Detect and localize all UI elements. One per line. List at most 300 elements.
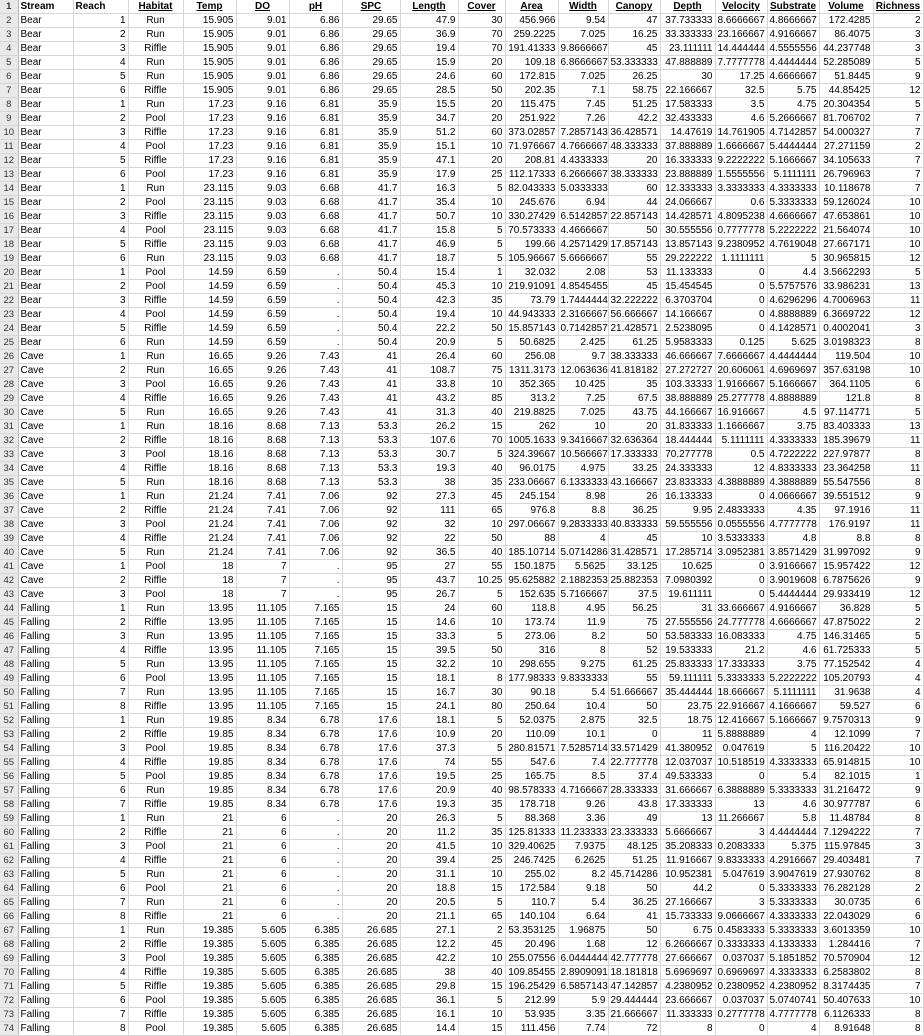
cell-width[interactable]: 6.94 [558, 196, 608, 210]
cell-temp[interactable]: 23.115 [183, 210, 236, 224]
cell-ph[interactable]: 7.06 [289, 532, 342, 546]
cell-stream[interactable]: Bear [18, 70, 73, 84]
cell-velocity[interactable]: 1.5555556 [715, 168, 767, 182]
cell-temp[interactable]: 17.23 [183, 98, 236, 112]
cell-depth[interactable]: 25.833333 [660, 658, 715, 672]
cell-richness[interactable]: 12 [873, 952, 923, 966]
cell-canopy[interactable]: 60 [608, 182, 660, 196]
cell-volume[interactable]: 9.7570313 [819, 714, 873, 728]
cell-reach[interactable]: 4 [73, 966, 128, 980]
row-number[interactable]: 69 [0, 952, 18, 966]
cell-canopy[interactable]: 22.777778 [608, 756, 660, 770]
cell-stream[interactable]: Cave [18, 532, 73, 546]
cell-ph[interactable]: 6.86 [289, 14, 342, 28]
cell-reach[interactable]: 2 [73, 938, 128, 952]
cell-richness[interactable]: 5 [873, 644, 923, 658]
cell-habitat[interactable]: Run [128, 784, 183, 798]
cell-velocity[interactable]: 3 [715, 896, 767, 910]
cell-canopy[interactable]: 0 [608, 728, 660, 742]
cell-richness[interactable]: 11 [873, 294, 923, 308]
cell-richness[interactable]: 12 [873, 560, 923, 574]
cell-richness[interactable]: 8 [873, 812, 923, 826]
cell-area[interactable]: 233.06667 [505, 476, 558, 490]
header-cell-richness[interactable]: Richness [873, 0, 923, 14]
cell-richness[interactable]: 5 [873, 98, 923, 112]
row-number[interactable]: 36 [0, 490, 18, 504]
cell-volume[interactable]: 27.271159 [819, 140, 873, 154]
cell-spc[interactable]: 17.6 [342, 742, 400, 756]
cell-substrate[interactable]: 4.8333333 [767, 462, 819, 476]
cell-do[interactable]: 9.16 [236, 154, 289, 168]
cell-velocity[interactable]: 5.3333333 [715, 672, 767, 686]
cell-volume[interactable]: 146.31465 [819, 630, 873, 644]
cell-richness[interactable]: 10 [873, 224, 923, 238]
cell-habitat[interactable]: Pool [128, 112, 183, 126]
cell-ph[interactable]: 7.13 [289, 476, 342, 490]
cell-depth[interactable]: 17.333333 [660, 798, 715, 812]
cell-width[interactable]: 3.36 [558, 812, 608, 826]
cell-width[interactable]: 7.025 [558, 406, 608, 420]
cell-length[interactable]: 29.8 [400, 980, 458, 994]
cell-velocity[interactable]: 0 [715, 280, 767, 294]
cell-width[interactable]: 6.1333333 [558, 476, 608, 490]
cell-volume[interactable]: 8.8 [819, 532, 873, 546]
cell-habitat[interactable]: Pool [128, 882, 183, 896]
cell-substrate[interactable]: 5.2222222 [767, 672, 819, 686]
row-number[interactable]: 50 [0, 686, 18, 700]
row-number[interactable]: 71 [0, 980, 18, 994]
cell-volume[interactable]: 59.527 [819, 700, 873, 714]
cell-stream[interactable]: Falling [18, 714, 73, 728]
cell-length[interactable]: 47.1 [400, 154, 458, 168]
cell-volume[interactable]: 4.7006963 [819, 294, 873, 308]
cell-temp[interactable]: 21.24 [183, 490, 236, 504]
row-number[interactable]: 45 [0, 616, 18, 630]
cell-habitat[interactable]: Run [128, 658, 183, 672]
cell-volume[interactable]: 39.551512 [819, 490, 873, 504]
cell-area[interactable]: 329.40625 [505, 840, 558, 854]
cell-richness[interactable]: 6 [873, 910, 923, 924]
cell-depth[interactable]: 6.3703704 [660, 294, 715, 308]
cell-stream[interactable]: Bear [18, 280, 73, 294]
cell-do[interactable]: 9.16 [236, 98, 289, 112]
cell-substrate[interactable]: 4.3333333 [767, 756, 819, 770]
cell-spc[interactable]: 35.9 [342, 98, 400, 112]
cell-canopy[interactable]: 51.25 [608, 854, 660, 868]
cell-habitat[interactable]: Riffle [128, 84, 183, 98]
cell-canopy[interactable]: 51.25 [608, 98, 660, 112]
cell-substrate[interactable]: 3.9166667 [767, 560, 819, 574]
cell-richness[interactable]: 8 [873, 868, 923, 882]
cell-substrate[interactable]: 4.3333333 [767, 966, 819, 980]
cell-reach[interactable]: 1 [73, 560, 128, 574]
cell-do[interactable]: 9.26 [236, 392, 289, 406]
cell-temp[interactable]: 19.85 [183, 798, 236, 812]
cell-spc[interactable]: 15 [342, 616, 400, 630]
cell-area[interactable]: 110.09 [505, 728, 558, 742]
cell-spc[interactable]: 35.9 [342, 112, 400, 126]
cell-width[interactable]: 10.4 [558, 700, 608, 714]
cell-temp[interactable]: 13.95 [183, 616, 236, 630]
cell-reach[interactable]: 8 [73, 700, 128, 714]
cell-velocity[interactable]: 20.606061 [715, 364, 767, 378]
header-cell-volume[interactable]: Volume [819, 0, 873, 14]
cell-reach[interactable]: 1 [73, 490, 128, 504]
cell-depth[interactable]: 27.666667 [660, 952, 715, 966]
cell-length[interactable]: 17.9 [400, 168, 458, 182]
cell-cover[interactable]: 10 [458, 840, 505, 854]
cell-depth[interactable]: 70.277778 [660, 448, 715, 462]
cell-habitat[interactable]: Pool [128, 168, 183, 182]
cell-length[interactable]: 12.2 [400, 938, 458, 952]
cell-habitat[interactable]: Riffle [128, 756, 183, 770]
cell-temp[interactable]: 18.16 [183, 420, 236, 434]
cell-temp[interactable]: 19.385 [183, 1008, 236, 1022]
cell-spc[interactable]: 50.4 [342, 336, 400, 350]
cell-habitat[interactable]: Pool [128, 770, 183, 784]
cell-stream[interactable]: Falling [18, 840, 73, 854]
cell-cover[interactable]: 60 [458, 602, 505, 616]
cell-stream[interactable]: Falling [18, 812, 73, 826]
cell-do[interactable]: 8.34 [236, 714, 289, 728]
cell-substrate[interactable]: 4.8 [767, 532, 819, 546]
cell-area[interactable]: 245.154 [505, 490, 558, 504]
cell-temp[interactable]: 19.385 [183, 994, 236, 1008]
cell-spc[interactable]: 20 [342, 868, 400, 882]
cell-volume[interactable]: 29.403481 [819, 854, 873, 868]
cell-substrate[interactable]: 4 [767, 728, 819, 742]
cell-stream[interactable]: Falling [18, 826, 73, 840]
cell-spc[interactable]: 35.9 [342, 168, 400, 182]
cell-length[interactable]: 31.3 [400, 406, 458, 420]
cell-canopy[interactable]: 40.833333 [608, 518, 660, 532]
cell-reach[interactable]: 1 [73, 420, 128, 434]
cell-canopy[interactable]: 32.5 [608, 714, 660, 728]
cell-temp[interactable]: 19.85 [183, 714, 236, 728]
cell-richness[interactable]: 2 [873, 14, 923, 28]
cell-habitat[interactable]: Pool [128, 448, 183, 462]
cell-richness[interactable]: 3 [873, 840, 923, 854]
cell-habitat[interactable]: Riffle [128, 728, 183, 742]
row-number[interactable]: 8 [0, 98, 18, 112]
cell-volume[interactable]: 176.9197 [819, 518, 873, 532]
cell-width[interactable]: 6.8666667 [558, 56, 608, 70]
cell-depth[interactable]: 23.888889 [660, 168, 715, 182]
cell-habitat[interactable]: Run [128, 70, 183, 84]
cell-reach[interactable]: 6 [73, 672, 128, 686]
cell-length[interactable]: 18.1 [400, 714, 458, 728]
cell-richness[interactable]: 8 [873, 448, 923, 462]
cell-richness[interactable]: 8 [873, 532, 923, 546]
cell-canopy[interactable]: 61.25 [608, 336, 660, 350]
cell-width[interactable]: 4.7166667 [558, 784, 608, 798]
row-number[interactable]: 47 [0, 644, 18, 658]
cell-canopy[interactable]: 75 [608, 616, 660, 630]
cell-width[interactable]: 9.3416667 [558, 434, 608, 448]
cell-cover[interactable]: 20 [458, 112, 505, 126]
cell-length[interactable]: 27.1 [400, 924, 458, 938]
cell-volume[interactable]: 10.118678 [819, 182, 873, 196]
cell-reach[interactable]: 5 [73, 154, 128, 168]
cell-ph[interactable]: . [289, 910, 342, 924]
cell-richness[interactable]: 10 [873, 994, 923, 1008]
cell-ph[interactable]: 6.68 [289, 210, 342, 224]
cell-do[interactable]: 9.03 [236, 224, 289, 238]
cell-ph[interactable]: 6.385 [289, 1008, 342, 1022]
cell-spc[interactable]: 95 [342, 588, 400, 602]
cell-ph[interactable]: 7.165 [289, 672, 342, 686]
cell-temp[interactable]: 13.95 [183, 672, 236, 686]
cell-length[interactable]: 27.3 [400, 490, 458, 504]
cell-length[interactable]: 14.4 [400, 1022, 458, 1036]
cell-spc[interactable]: 41.7 [342, 210, 400, 224]
cell-do[interactable]: 9.03 [236, 252, 289, 266]
cell-substrate[interactable]: 4.1333333 [767, 938, 819, 952]
cell-spc[interactable]: 41 [342, 406, 400, 420]
cell-habitat[interactable]: Riffle [128, 504, 183, 518]
cell-stream[interactable]: Bear [18, 308, 73, 322]
cell-depth[interactable]: 6.75 [660, 924, 715, 938]
cell-width[interactable]: 8.2 [558, 630, 608, 644]
cell-canopy[interactable]: 55 [608, 252, 660, 266]
cell-spc[interactable]: 26.685 [342, 994, 400, 1008]
cell-depth[interactable]: 19.533333 [660, 644, 715, 658]
cell-richness[interactable]: 6 [873, 700, 923, 714]
cell-area[interactable]: 110.7 [505, 896, 558, 910]
cell-spc[interactable]: 53.3 [342, 434, 400, 448]
cell-habitat[interactable]: Pool [128, 588, 183, 602]
cell-ph[interactable]: 6.81 [289, 168, 342, 182]
cell-temp[interactable]: 21 [183, 910, 236, 924]
cell-volume[interactable]: 185.39679 [819, 434, 873, 448]
cell-volume[interactable]: 0.4002041 [819, 322, 873, 336]
cell-depth[interactable]: 29.222222 [660, 252, 715, 266]
cell-spc[interactable]: 53.3 [342, 462, 400, 476]
cell-do[interactable]: 9.03 [236, 210, 289, 224]
row-number[interactable]: 11 [0, 140, 18, 154]
cell-substrate[interactable]: 5.1666667 [767, 714, 819, 728]
row-number[interactable]: 18 [0, 238, 18, 252]
cell-richness[interactable]: 6 [873, 378, 923, 392]
cell-reach[interactable]: 5 [73, 658, 128, 672]
cell-richness[interactable]: 9 [873, 574, 923, 588]
cell-length[interactable]: 20.5 [400, 896, 458, 910]
cell-reach[interactable]: 5 [73, 322, 128, 336]
cell-area[interactable]: 1311.3173 [505, 364, 558, 378]
cell-canopy[interactable]: 25.882353 [608, 574, 660, 588]
cell-spc[interactable]: 50.4 [342, 308, 400, 322]
cell-depth[interactable]: 59.111111 [660, 672, 715, 686]
cell-volume[interactable]: 121.8 [819, 392, 873, 406]
cell-depth[interactable]: 32.433333 [660, 112, 715, 126]
cell-reach[interactable]: 5 [73, 406, 128, 420]
cell-length[interactable]: 16.1 [400, 1008, 458, 1022]
header-cell-velocity[interactable]: Velocity [715, 0, 767, 14]
cell-substrate[interactable]: 4.3333333 [767, 910, 819, 924]
cell-depth[interactable]: 8 [660, 1022, 715, 1036]
cell-cover[interactable]: 10 [458, 616, 505, 630]
cell-richness[interactable]: 8 [873, 336, 923, 350]
cell-length[interactable]: 33.3 [400, 630, 458, 644]
cell-cover[interactable]: 5 [458, 224, 505, 238]
cell-area[interactable]: 256.08 [505, 350, 558, 364]
cell-do[interactable]: 6.59 [236, 322, 289, 336]
cell-temp[interactable]: 19.85 [183, 770, 236, 784]
cell-habitat[interactable]: Pool [128, 518, 183, 532]
cell-habitat[interactable]: Riffle [128, 798, 183, 812]
cell-canopy[interactable]: 53 [608, 266, 660, 280]
cell-ph[interactable]: 7.13 [289, 434, 342, 448]
cell-area[interactable]: 109.18 [505, 56, 558, 70]
cell-ph[interactable]: 7.43 [289, 406, 342, 420]
cell-substrate[interactable]: 3.75 [767, 658, 819, 672]
cell-cover[interactable]: 5 [458, 182, 505, 196]
cell-temp[interactable]: 17.23 [183, 112, 236, 126]
cell-velocity[interactable]: 0.2380952 [715, 980, 767, 994]
header-cell-cover[interactable]: Cover [458, 0, 505, 14]
cell-substrate[interactable]: 4.6666667 [767, 616, 819, 630]
cell-temp[interactable]: 23.115 [183, 182, 236, 196]
row-number[interactable]: 28 [0, 378, 18, 392]
row-number[interactable]: 16 [0, 210, 18, 224]
cell-cover[interactable]: 40 [458, 966, 505, 980]
cell-richness[interactable]: 10 [873, 742, 923, 756]
cell-cover[interactable]: 10 [458, 308, 505, 322]
cell-do[interactable]: 6 [236, 840, 289, 854]
cell-stream[interactable]: Cave [18, 574, 73, 588]
cell-ph[interactable]: 7.43 [289, 364, 342, 378]
cell-reach[interactable]: 4 [73, 532, 128, 546]
cell-do[interactable]: 8.68 [236, 448, 289, 462]
cell-canopy[interactable]: 45 [608, 532, 660, 546]
cell-velocity[interactable]: 1.9166667 [715, 378, 767, 392]
cell-temp[interactable]: 19.385 [183, 952, 236, 966]
cell-reach[interactable]: 5 [73, 238, 128, 252]
row-number[interactable]: 20 [0, 266, 18, 280]
cell-ph[interactable]: 6.385 [289, 980, 342, 994]
row-number[interactable]: 49 [0, 672, 18, 686]
cell-area[interactable]: 1005.1633 [505, 434, 558, 448]
cell-length[interactable]: 24 [400, 602, 458, 616]
cell-richness[interactable]: 10 [873, 210, 923, 224]
cell-ph[interactable]: 6.385 [289, 952, 342, 966]
cell-habitat[interactable]: Run [128, 56, 183, 70]
cell-depth[interactable]: 23.666667 [660, 994, 715, 1008]
cell-length[interactable]: 32.2 [400, 658, 458, 672]
cell-cover[interactable]: 15 [458, 1022, 505, 1036]
cell-width[interactable]: 1.68 [558, 938, 608, 952]
cell-do[interactable]: 5.605 [236, 980, 289, 994]
cell-stream[interactable]: Cave [18, 504, 73, 518]
cell-temp[interactable]: 21.24 [183, 546, 236, 560]
cell-ph[interactable]: 7.165 [289, 658, 342, 672]
cell-velocity[interactable]: 0 [715, 574, 767, 588]
cell-volume[interactable]: 1.284416 [819, 938, 873, 952]
cell-canopy[interactable]: 50 [608, 882, 660, 896]
cell-velocity[interactable]: 0 [715, 308, 767, 322]
cell-temp[interactable]: 18.16 [183, 448, 236, 462]
cell-ph[interactable]: 7.06 [289, 504, 342, 518]
cell-reach[interactable]: 6 [73, 882, 128, 896]
cell-width[interactable]: 5.6666667 [558, 252, 608, 266]
cell-cover[interactable]: 10.25 [458, 574, 505, 588]
cell-temp[interactable]: 15.905 [183, 70, 236, 84]
cell-velocity[interactable]: 14.444444 [715, 42, 767, 56]
cell-width[interactable]: 6.0444444 [558, 952, 608, 966]
cell-canopy[interactable]: 48.333333 [608, 140, 660, 154]
cell-substrate[interactable]: 4.7777778 [767, 1008, 819, 1022]
cell-habitat[interactable]: Riffle [128, 210, 183, 224]
cell-canopy[interactable]: 45 [608, 280, 660, 294]
cell-spc[interactable]: 29.65 [342, 70, 400, 84]
cell-richness[interactable]: 12 [873, 84, 923, 98]
cell-substrate[interactable]: 5.1111111 [767, 168, 819, 182]
cell-spc[interactable]: 50.4 [342, 294, 400, 308]
cell-spc[interactable]: 26.685 [342, 938, 400, 952]
row-number[interactable]: 35 [0, 476, 18, 490]
cell-cover[interactable]: 10 [458, 378, 505, 392]
cell-cover[interactable]: 10 [458, 280, 505, 294]
cell-area[interactable]: 297.06667 [505, 518, 558, 532]
cell-temp[interactable]: 23.115 [183, 252, 236, 266]
cell-velocity[interactable]: 0.047619 [715, 742, 767, 756]
cell-substrate[interactable]: 5 [767, 742, 819, 756]
cell-reach[interactable]: 4 [73, 56, 128, 70]
cell-depth[interactable]: 15.733333 [660, 910, 715, 924]
cell-richness[interactable]: 9 [873, 546, 923, 560]
cell-cover[interactable]: 45 [458, 490, 505, 504]
cell-volume[interactable]: 6.3669722 [819, 308, 873, 322]
cell-depth[interactable]: 38.888889 [660, 392, 715, 406]
cell-ph[interactable]: . [289, 854, 342, 868]
cell-cover[interactable]: 50 [458, 84, 505, 98]
cell-cover[interactable]: 40 [458, 406, 505, 420]
cell-richness[interactable]: 5 [873, 406, 923, 420]
cell-velocity[interactable]: 14.761905 [715, 126, 767, 140]
cell-width[interactable]: 10.1 [558, 728, 608, 742]
cell-stream[interactable]: Falling [18, 644, 73, 658]
cell-depth[interactable]: 14.428571 [660, 210, 715, 224]
cell-cover[interactable]: 35 [458, 798, 505, 812]
cell-richness[interactable]: 2 [873, 882, 923, 896]
cell-reach[interactable]: 2 [73, 728, 128, 742]
cell-stream[interactable]: Falling [18, 672, 73, 686]
cell-reach[interactable]: 7 [73, 896, 128, 910]
cell-temp[interactable]: 13.95 [183, 700, 236, 714]
cell-length[interactable]: 14.6 [400, 616, 458, 630]
cell-ph[interactable]: 7.13 [289, 448, 342, 462]
cell-habitat[interactable]: Riffle [128, 434, 183, 448]
cell-ph[interactable]: 7.13 [289, 420, 342, 434]
cell-reach[interactable]: 8 [73, 910, 128, 924]
cell-stream[interactable]: Bear [18, 252, 73, 266]
cell-richness[interactable]: 8 [873, 966, 923, 980]
row-number[interactable]: 19 [0, 252, 18, 266]
cell-canopy[interactable]: 56.25 [608, 602, 660, 616]
cell-do[interactable]: 9.01 [236, 70, 289, 84]
cell-cover[interactable]: 35 [458, 476, 505, 490]
cell-substrate[interactable]: 5.1851852 [767, 952, 819, 966]
cell-habitat[interactable]: Run [128, 406, 183, 420]
cell-canopy[interactable]: 26.25 [608, 70, 660, 84]
cell-length[interactable]: 24.6 [400, 70, 458, 84]
row-number[interactable]: 53 [0, 728, 18, 742]
cell-do[interactable]: 7 [236, 560, 289, 574]
cell-volume[interactable]: 97.114771 [819, 406, 873, 420]
cell-width[interactable]: 2.08 [558, 266, 608, 280]
cell-ph[interactable]: 6.86 [289, 56, 342, 70]
cell-do[interactable]: 9.16 [236, 140, 289, 154]
